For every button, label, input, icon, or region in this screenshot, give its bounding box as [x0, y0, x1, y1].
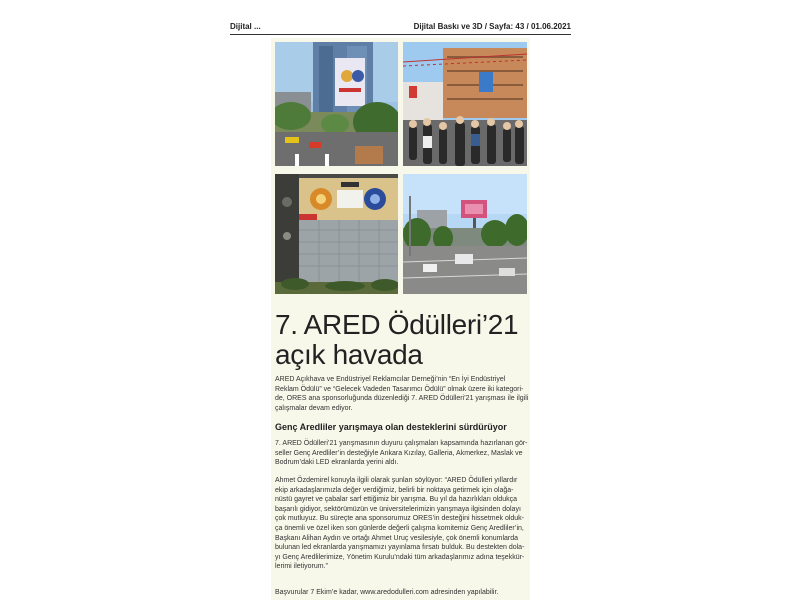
text-line: başarılı gidiyor, sektörümüzün ve üniversitelerimizin yarışmaya ilgisinden dolayı [275, 505, 521, 513]
text-line: de, ORES ana sponsorluğunda düzenlediği 7. ARED Ödülleri’21 yarışması ile ilgili [275, 395, 529, 403]
text-line: çalışmalar devam ediyor. [275, 404, 353, 412]
photo-crowd-square [403, 42, 527, 166]
text-line: nüstü gayret ve çabalar sarf ettiğimiz bir yarışma. Bu yıl da hazırlıkları oldukça [275, 496, 517, 504]
text-line: 7. ARED Ödülleri’21 yarışmasının duyuru çalışmaları kapsamında hazırlanan gör- [275, 440, 528, 447]
text-line: bulunan led ekranlarda yarışmamızı yayınlama fırsatı bulduk. Bu destekten dola- [275, 544, 525, 552]
text-line: ça önemli ve özel iken son günlerde değerli çalışma komitemiz Genç Aredliler’in, [275, 524, 524, 532]
page-header [230, 22, 571, 34]
body-paragraph-3 [275, 588, 527, 598]
text-line: ARED Açıkhava ve Endüstriyel Reklamcılar Derneği’nin “En İyi Endüstriyel [275, 376, 506, 383]
headline-line-1: 7. ARED Ödülleri’21 [275, 309, 519, 340]
text-line: Bodrum’daki LED ekranlarda yerini aldı. [275, 459, 399, 467]
header-divider [230, 34, 571, 35]
source-label: Dijital ... [230, 22, 261, 31]
text-line: yı Genç Aredlilerimize, Yönetim Kurulu’ndaki tüm arkadaşlarımız adına teşekkür- [275, 553, 525, 561]
text-line: Ahmet Özdemirel konuyla ilgili olarak şunları söylüyor: “ARED Ödülleri yıllardır [275, 477, 518, 484]
text-line: seller Genç Aredliler’in desteğiyle Ankara Kızılay, Galleria, Akmerkez, Maslak ve [275, 449, 523, 457]
photo-billboard-tower [275, 42, 398, 166]
body-paragraph-2 [275, 476, 527, 572]
body-paragraph-1 [275, 439, 527, 468]
headline-line-2: açık havada [275, 339, 423, 370]
photo-led-wall [275, 174, 398, 294]
article-headline [275, 310, 527, 370]
article-clipping [271, 38, 530, 600]
photo-highway-billboard [403, 174, 527, 294]
article-subheading: Genç Aredliler yarışmaya olan desteklerini sürdürüyor [275, 422, 507, 432]
publication-info: Dijital Baskı ve 3D / Sayfa: 43 / 01.06.2021 [413, 22, 571, 31]
text-line: Reklam Ödülü” ve “Gelecek Vadeden Tasarımcı Ödülü” olmak üzere iki kategori- [275, 385, 524, 393]
text-line: Başvurular 7 Ekim’e kadar, www.aredodulleri.com adresinden yapılabilir. [275, 589, 499, 596]
text-line: lerimi iletiyorum.” [275, 563, 328, 571]
text-line: ekip arkadaşlarımızla değer verdiğimiz, belirli bir noktaya getirmek için olağa- [275, 486, 514, 494]
text-line: Başkanı Alihan Aydın ve ortağı Ahmet Uruç vesilesiyle, çok önemli konumlarda [275, 534, 519, 542]
text-line: çok mutluyuz. Bu süreçte ana sponsorumuz ORES’in desteğini hissetmek olduk- [275, 515, 525, 523]
intro-paragraph [275, 375, 527, 413]
